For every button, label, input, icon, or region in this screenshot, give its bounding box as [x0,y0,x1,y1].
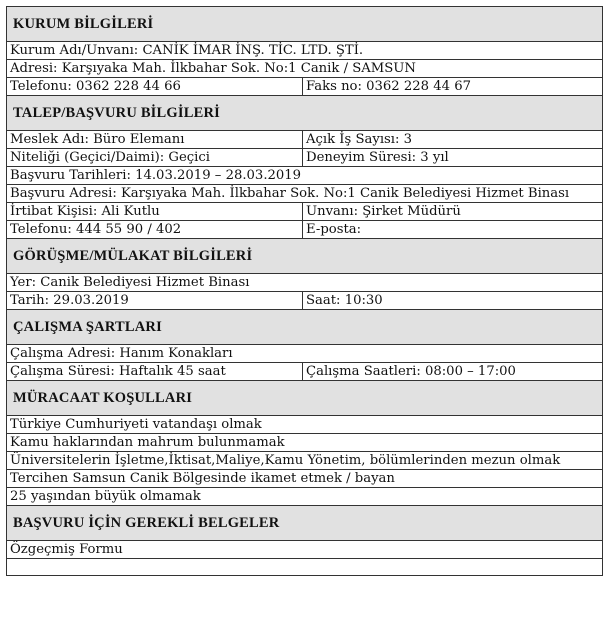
gorusme-saat: Saat: 10:30 [302,292,602,309]
niteligi: Niteliği (Geçici/Daimi): Geçici [10,150,210,165]
muracaat-kosulu-4: Tercihen Samsun Canik Bölgesinde ikamet etmek / bayan [10,471,395,486]
calisma-saatleri: Çalışma Saatleri: 08:00 – 17:00 [302,363,602,380]
deneyim-suresi: Deneyim Süresi: 3 yıl [302,149,602,166]
list-item [6,487,603,505]
gorusme-tarih: Tarih: 29.03.2019 [10,293,129,308]
row-basvuru-tarihleri [6,166,603,184]
row-irtibat [6,202,603,220]
eposta: E-posta: [302,221,602,238]
calisma-adresi: Çalışma Adresi: Hanım Konakları [10,346,233,361]
section-title-kurum: KURUM BİLGİLERİ [6,6,603,41]
basvuru-tarihleri: Başvuru Tarihleri: 14.03.2019 – 28.03.2019 [10,168,302,183]
kurum-adres: Adresi: Karşıyaka Mah. İlkbahar Sok. No:1 Canik / SAMSUN [10,61,416,76]
row-kurum-adres [6,59,603,77]
acik-is-sayisi: Açık İş Sayısı: 3 [302,131,602,148]
gerekli-belge-1: Özgeçmiş Formu [10,542,123,557]
row-talep-iletisim [6,220,603,238]
section-title-belgeler: BAŞVURU İÇİN GEREKLİ BELGELER [6,505,603,540]
muracaat-kosulu-2: Kamu haklarından mahrum bulunmamak [10,435,285,450]
row-meslek [6,130,603,148]
row-calisma-sure [6,362,603,380]
row-calisma-adresi [6,344,603,362]
list-item [6,451,603,469]
list-item [6,433,603,451]
section-title-muracaat: MÜRACAAT KOŞULLARI [6,380,603,415]
muracaat-kosulu-5: 25 yaşından büyük olmamak [10,489,201,504]
kurum-telefon: Telefonu: 0362 228 44 66 [10,79,181,94]
section-title-talep: TALEP/BAŞVURU BİLGİLERİ [6,95,603,130]
row-nitelik [6,148,603,166]
empty-cell [7,559,602,575]
row-gorusme-zaman [6,291,603,309]
gorusme-yer: Yer: Canik Belediyesi Hizmet Binası [10,275,250,290]
irtibat-kisisi: İrtibat Kişisi: Ali Kutlu [10,204,160,219]
kurum-faks: Faks no: 0362 228 44 67 [302,78,602,95]
list-item [6,540,603,558]
row-basvuru-adresi [6,184,603,202]
row-kurum-iletisim [6,77,603,95]
row-kurum-adi [6,41,603,59]
row-gorusme-yer [6,273,603,291]
basvuru-adresi: Başvuru Adresi: Karşıyaka Mah. İlkbahar Sok. No:1 Canik Belediyesi Hizmet Binası [10,186,570,201]
kurum-adi: Kurum Adı/Unvanı: CANİK İMAR İNŞ. TİC. LTD. ŞTİ. [10,43,364,58]
unvani: Unvanı: Şirket Müdürü [302,203,602,220]
calisma-suresi: Çalışma Süresi: Haftalık 45 saat [10,364,226,379]
meslek-adi: Meslek Adı: Büro Elemanı [10,132,185,147]
muracaat-kosulu-1: Türkiye Cumhuriyeti vatandaşı olmak [10,417,262,432]
section-title-calisma: ÇALIŞMA ŞARTLARI [6,309,603,344]
job-posting-form [6,6,603,576]
muracaat-kosulu-3: Üniversitelerin İşletme,İktisat,Maliye,Kamu Yönetim, bölümlerinden mezun olmak [10,453,561,468]
list-item [6,469,603,487]
talep-telefon: Telefonu: 444 55 90 / 402 [10,222,182,237]
list-item [6,415,603,433]
empty-row [6,558,603,576]
section-title-gorusme: GÖRÜŞME/MÜLAKAT BİLGİLERİ [6,238,603,273]
